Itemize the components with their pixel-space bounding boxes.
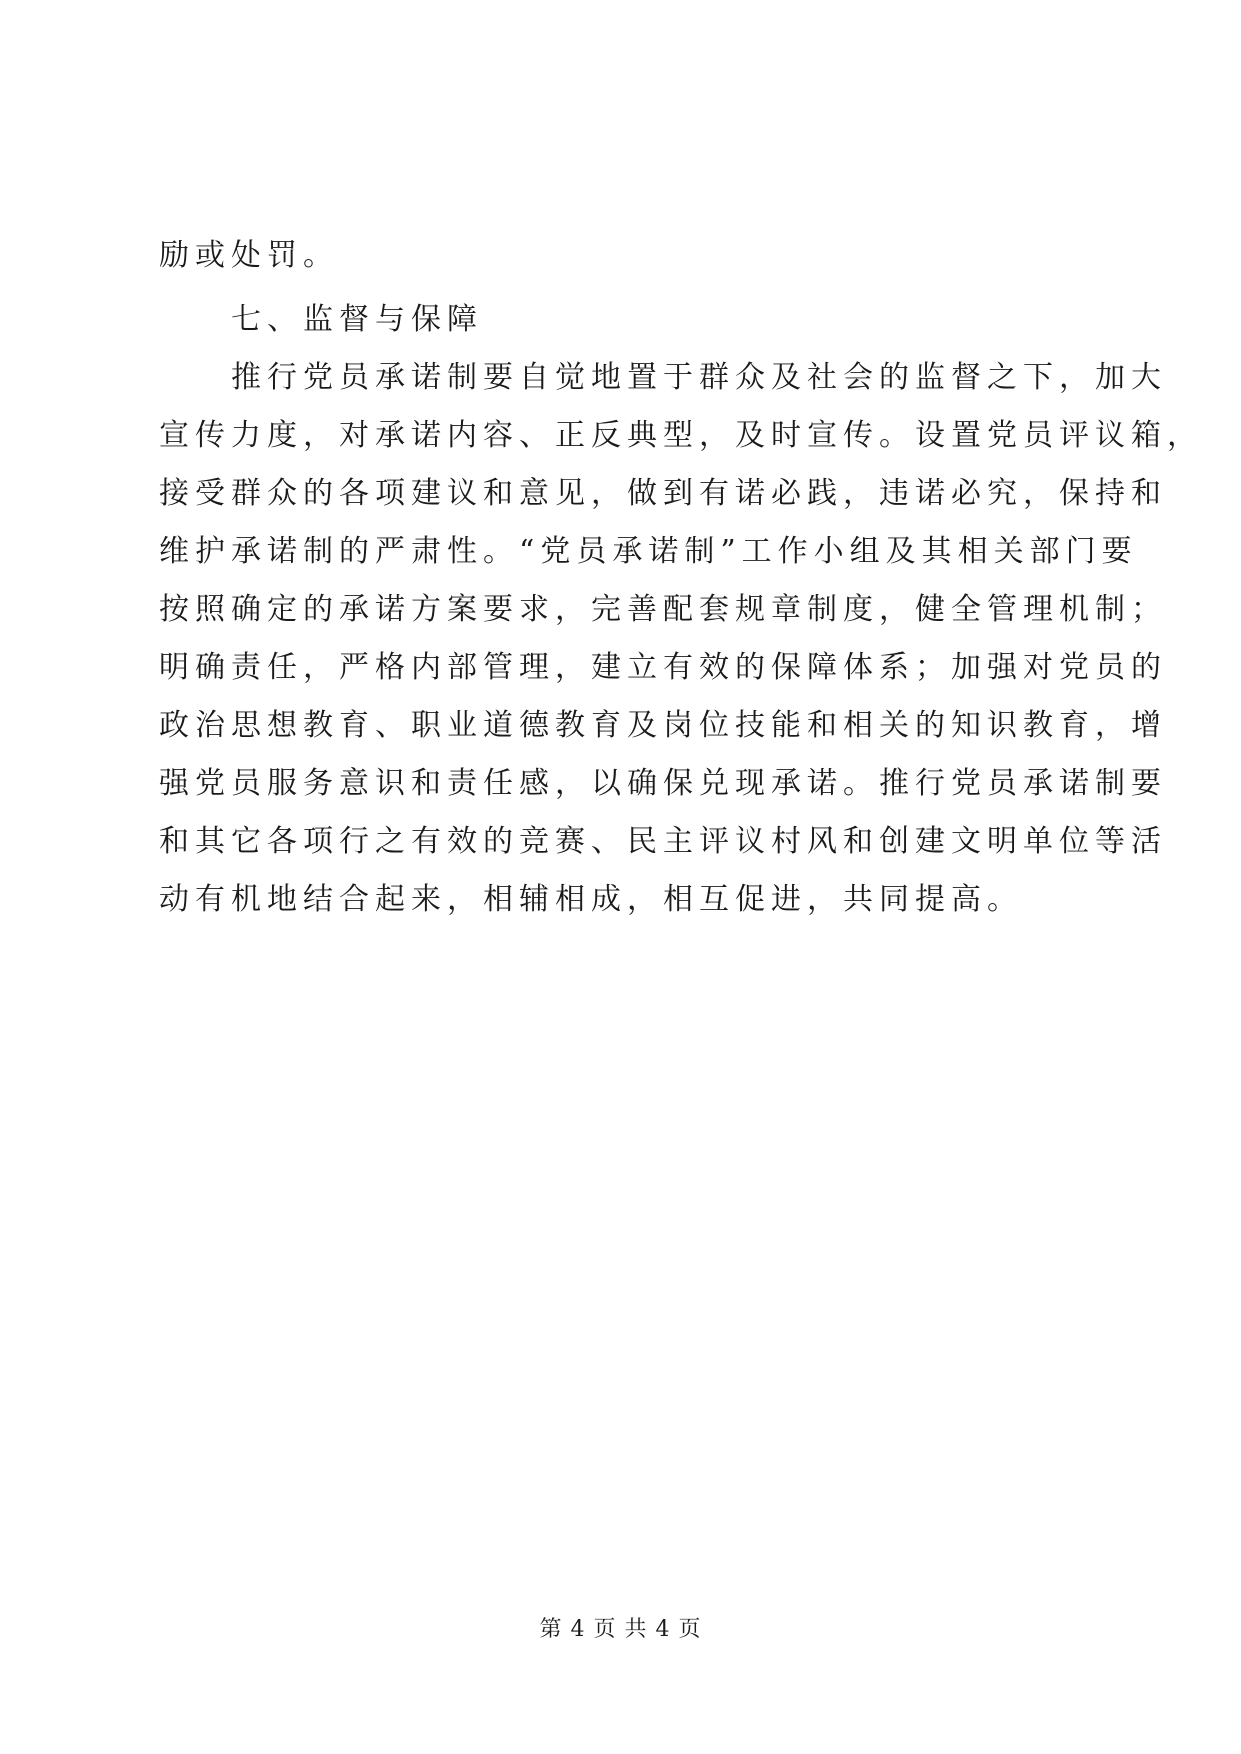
document-body xyxy=(159,227,1203,929)
page-number-footer: 第 4 页 共 4 页 xyxy=(539,1617,702,1642)
paragraph-line: 接受群众的各项建议和意见，做到有诺必践，违诺必究，保持和 xyxy=(159,476,1167,511)
paragraph-line: 动有机地结合起来，相辅相成，相互促进，共同提高。 xyxy=(159,882,1023,917)
section-heading: 七、监督与保障 xyxy=(231,302,483,337)
paragraph-line: 按照确定的承诺方案要求，完善配套规章制度，健全管理机制； xyxy=(159,592,1167,627)
paragraph-line: 明确责任，严格内部管理，建立有效的保障体系；加强对党员的 xyxy=(159,650,1167,685)
paragraph-line: 宣传力度，对承诺内容、正反典型，及时宣传。设置党员评议箱， xyxy=(159,418,1203,453)
paragraph-continuation: 励或处罚。 xyxy=(159,238,339,273)
paragraph-line: 推行党员承诺制要自觉地置于群众及社会的监督之下，加大 xyxy=(231,360,1167,395)
paragraph-line: 维护承诺制的严肃性。“党员承诺制”工作小组及其相关部门要 xyxy=(159,534,1138,569)
paragraph-line: 强党员服务意识和责任感，以确保兑现承诺。推行党员承诺制要 xyxy=(159,766,1167,801)
paragraph-line: 和其它各项行之有效的竞赛、民主评议村风和创建文明单位等活 xyxy=(159,824,1167,859)
paragraph-line: 政治思想教育、职业道德教育及岗位技能和相关的知识教育，增 xyxy=(159,708,1167,743)
